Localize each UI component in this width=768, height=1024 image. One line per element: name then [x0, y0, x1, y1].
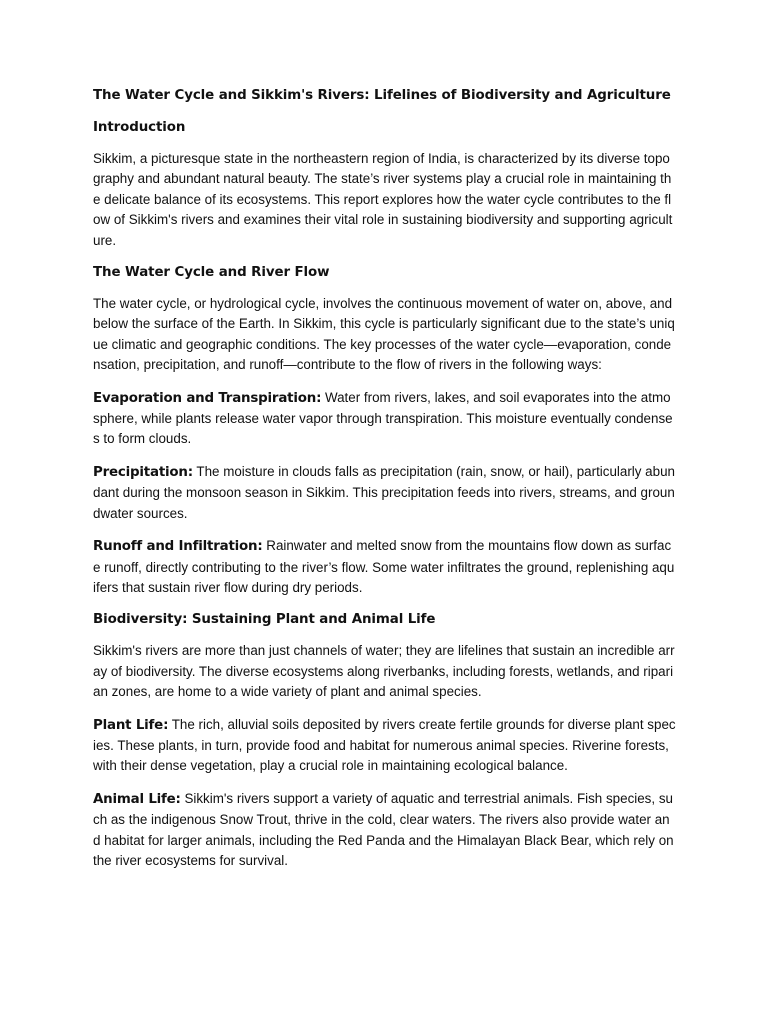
precipitation-term: Precipitation: [93, 464, 193, 480]
precipitation-paragraph [93, 462, 676, 524]
precipitation-text: The moisture in clouds falls as precipitation (rain, snow, or hail), particularly abundant during the monsoon season in Sikkim. This precipitation feeds into rivers, streams, and groundwater sources. [93, 463, 675, 521]
introduction-heading: Introduction [93, 120, 186, 135]
biodiversity-heading: Biodiversity: Sustaining Plant and Animal Life [93, 612, 436, 628]
water-cycle-paragraph: The water cycle, or hydrological cycle, involves the continuous movement of water on, above, and below the surface of the Earth. In Sikkim, this cycle is particularly significant due to the state’s unique climatic and geographic conditions. The key processes of the water cycle—evaporation, condensation, precipitation, and runoff—contribute to the flow of rivers in the following ways: [93, 296, 675, 373]
evaporation-paragraph [93, 388, 676, 450]
biodiversity-paragraph: Sikkim's rivers are more than just channels of water; they are lifelines that sustain an incredible array of biodiversity. The diverse ecosystems along riverbanks, including forests, wetlands, and riparian zones, are home to a wide variety of plant and animal species. [93, 643, 675, 700]
plant-life-text: The rich, alluvial soils deposited by rivers create fertile grounds for diverse plant species. These plants, in turn, provide food and habitat for numerous animal species. Riverine forests, with their dense vegetation, play a crucial role in maintaining ecological balance. [93, 716, 676, 774]
animal-life-paragraph [93, 789, 676, 872]
runoff-text: Rainwater and melted snow from the mountains flow down as surface runoff, directly contributing to the river’s flow. Some water infiltrates the ground, replenishing aquifers that sustain river flow during dry periods. [93, 538, 675, 595]
evaporation-text: Water from rivers, lakes, and soil evaporates into the atmosphere, while plants release water vapor through transpiration. This moisture eventually condenses to form clouds. [93, 389, 673, 447]
document-title: The Water Cycle and Sikkim's Rivers: Lifelines of Biodiversity and Agriculture [93, 88, 671, 103]
evaporation-term: Evaporation and Transpiration: [93, 390, 322, 406]
runoff-paragraph [93, 536, 676, 598]
plant-life-paragraph [93, 715, 676, 777]
plant-life-term: Plant Life: [93, 717, 169, 733]
water-cycle-heading: The Water Cycle and River Flow [93, 265, 330, 281]
animal-life-text: Sikkim's rivers support a variety of aquatic and terrestrial animals. Fish species, such as the indigenous Snow Trout, thrive in the cold, clear waters. The rivers also provide water and habitat for larger animals, including the Red Panda and the Himalayan Black Bear, which rely on the river ecosystems for survival. [93, 790, 674, 868]
introduction-paragraph: Sikkim, a picturesque state in the northeastern region of India, is characterized by its diverse topography and abundant natural beauty. The state’s river systems play a crucial role in maintaining the delicate balance of its ecosystems. This report explores how the water cycle contributes to the flow of Sikkim's rivers and examines their vital role in sustaining biodiversity and supporting agriculture. [93, 151, 673, 248]
runoff-term: Runoff and Infiltration: [93, 539, 263, 555]
animal-life-term: Animal Life: [93, 791, 181, 807]
